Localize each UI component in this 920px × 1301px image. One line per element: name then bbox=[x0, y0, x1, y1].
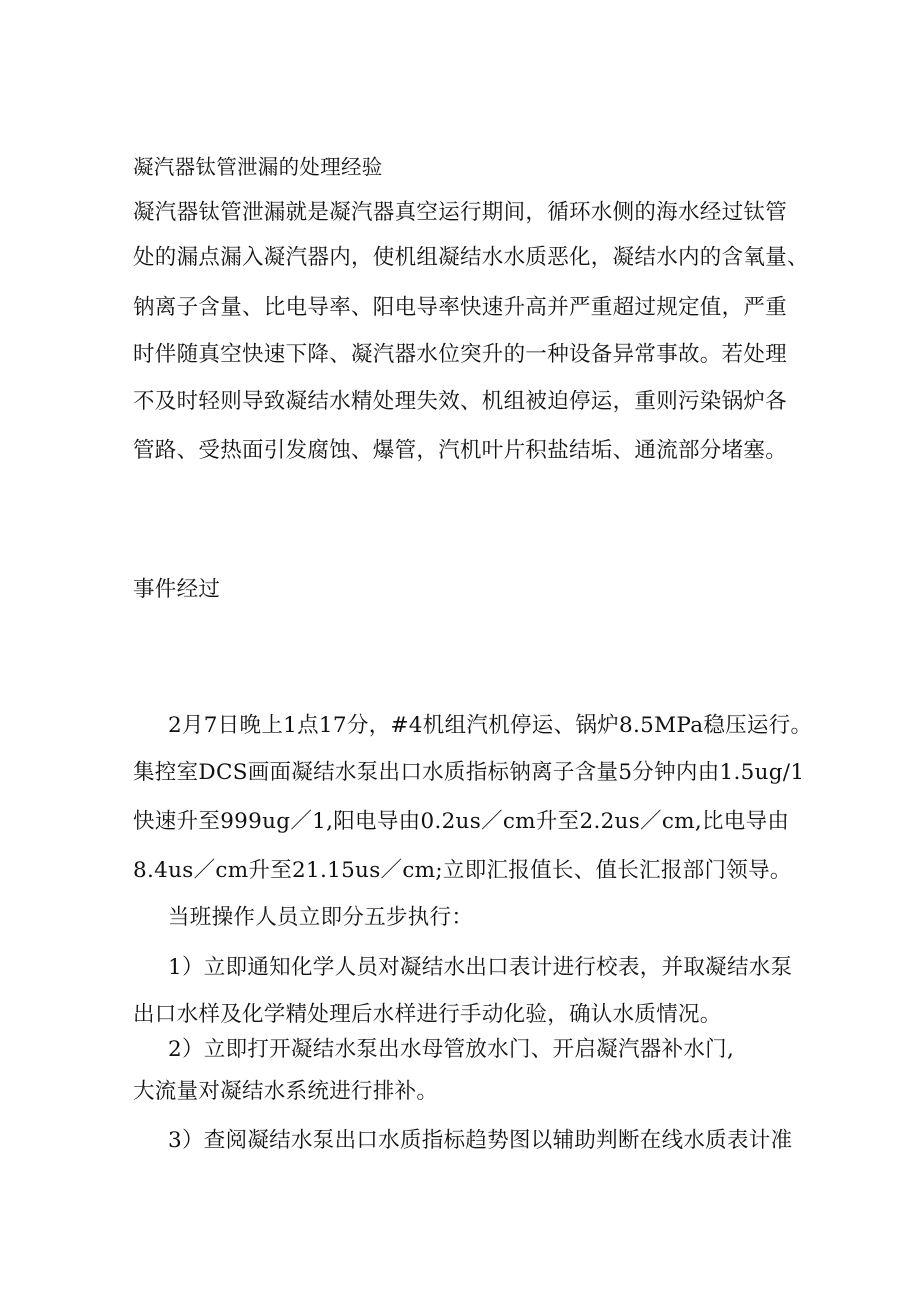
event-line: 大流量对凝结水系统进行排补。 bbox=[133, 1079, 439, 1104]
event-line: 3）查阅凝结水泵出口水质指标趋势图以辅助判断在线水质表计准 bbox=[168, 1128, 793, 1153]
intro-line: 不及时轻则导致凝结水精处理失效、机组被迫停运，重则污染锅炉各 bbox=[133, 389, 788, 414]
event-line: 集控室DCS画面凝结水泵出口水质指标钠离子含量5分钟内由1.5ug/1 bbox=[133, 760, 805, 785]
event-line: 出口水样及化学精处理后水样进行手动化验，确认水质情况。 bbox=[133, 1002, 722, 1027]
intro-line: 凝汽器钛管泄漏就是凝汽器真空运行期间，循环水侧的海水经过钛管 bbox=[133, 200, 788, 225]
document-title: 凝汽器钛管泄漏的处理经验 bbox=[133, 155, 383, 179]
event-line: 2月7日晚上1点17分，#4机组汽机停运、锅炉8.5MPa稳压运行。 bbox=[168, 713, 813, 738]
event-line: 8.4us／cm升至21.15us／cm;立即汇报值长、值长汇报部门领导。 bbox=[133, 858, 792, 883]
event-line: 快速升至999ug／1,阳电导由0.2us／cm升至2.2us／cm,比电导由 bbox=[133, 809, 790, 834]
intro-line: 处的漏点漏入凝汽器内，使机组凝结水水质恶化，凝结水内的含氧量、 bbox=[133, 245, 809, 270]
event-line: 1）立即通知化学人员对凝结水出口表计进行校表，并取凝结水泵 bbox=[168, 955, 793, 980]
intro-line: 钠离子含量、比电导率、阳电导率快速升高并严重超过规定值，严重 bbox=[133, 295, 788, 320]
intro-line: 管路、受热面引发腐蚀、爆管，汽机叶片积盐结垢、通流部分堵塞。 bbox=[133, 438, 788, 463]
section-heading: 事件经过 bbox=[133, 577, 221, 602]
intro-line: 时伴随真空快速下降、凝汽器水位突升的一种设备异常事故。若处理 bbox=[133, 342, 788, 367]
event-line: 当班操作人员立即分五步执行： bbox=[168, 905, 474, 930]
event-line: 2）立即打开凝结水泵出水母管放水门、开启凝汽器补水门, bbox=[168, 1037, 735, 1062]
